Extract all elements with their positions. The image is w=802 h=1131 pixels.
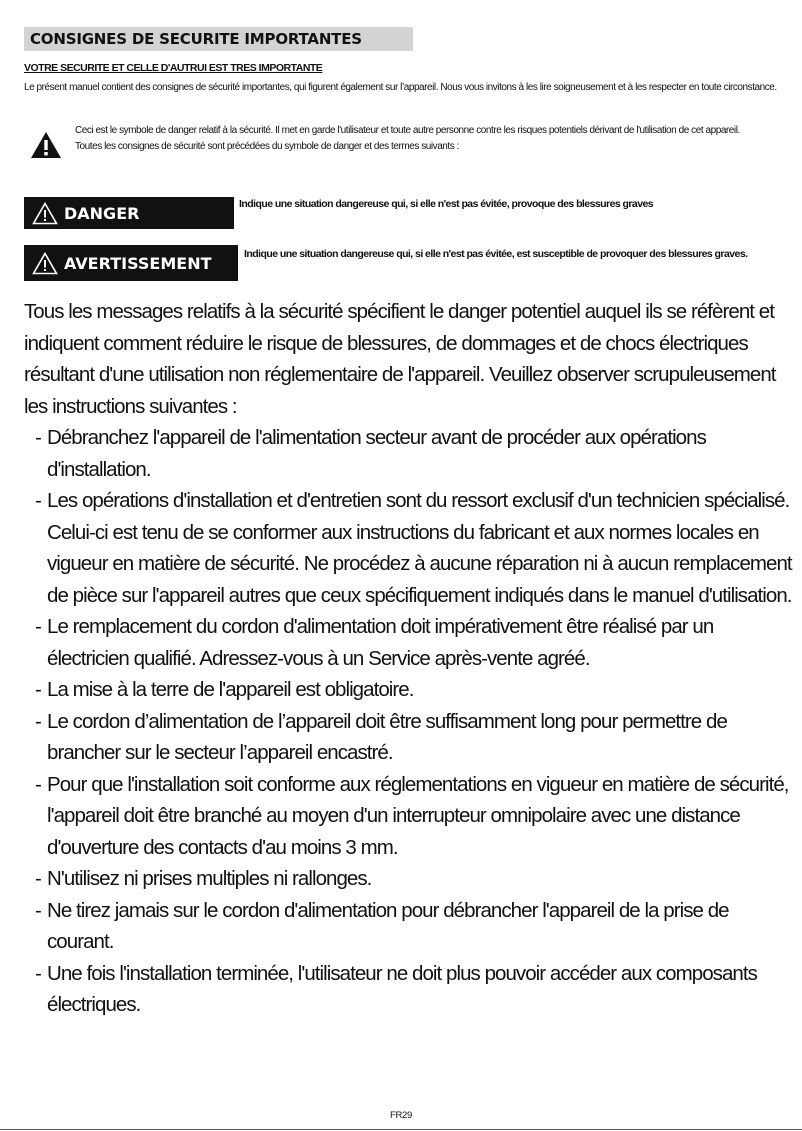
danger-description: Indique une situation dangereuse qui, si elle n'est pas évitée, provoque des blessures graves (239, 198, 654, 210)
list-item: - Une fois l'installation terminée, l'utilisateur ne doit plus pouvoir accéder aux composants électriques. (35, 961, 757, 1016)
list-item: - La mise à la terre de l'appareil est obligatoire. (35, 678, 414, 701)
list-item: - Ne tirez jamais sur le cordon d'alimentation pour débrancher l'appareil de la prise de courant. (35, 898, 729, 953)
symbol-note-line2: Toutes les consignes de sécurité sont précédées du symbole de danger et des termes suivants : (75, 141, 459, 152)
warning-triangle-icon (30, 131, 62, 159)
list-item-text: Une fois l'installation terminée, l'utilisateur ne doit plus pouvoir accéder aux composants électriques. (47, 961, 757, 1016)
section-title: CONSIGNES DE SECURITE IMPORTANTES (30, 30, 362, 48)
list-item-text: Débranchez l'appareil de l'alimentation secteur avant de procéder aux opérations d'installation. (47, 426, 706, 481)
section-subtitle: VOTRE SECURITE ET CELLE D'AUTRUI EST TRES IMPORTANTE (24, 62, 323, 74)
main-paragraph: Tous les messages relatifs à la sécurité spécifient le danger potentiel auquel ils se réfèrent et indiquent comment réduire le risque de blessures, de dommages et de chocs électriques résultant d'une utilisation non réglementaire de l'appareil. Veuillez observer scrupuleusement les instructions suivantes : (24, 300, 776, 418)
danger-symbol-explanation (75, 123, 790, 155)
warning-description: Indique une situation dangereuse qui, si elle n'est pas évitée, est susceptible de provoquer des blessures graves. (244, 248, 748, 260)
list-item: - N'utilisez ni prises multiples ni rallonges. (35, 867, 372, 890)
list-item: - Les opérations d'installation et d'entretien sont du ressort exclusif d'un technicien spécialisé. Celui-ci est tenu de se conformer aux instructions du fabricant et aux normes locales en vigueur en matière de sécurité. Ne procédez à aucune réparation ni à aucun remplacement de pièce sur l'appareil autres que ceux spécifiquement indiqués dans le manuel d'utilisation. (35, 489, 792, 607)
list-item-text: N'utilisez ni prises multiples ni rallonges. (47, 867, 372, 890)
danger-label: DANGER (64, 203, 140, 223)
warning-label-box (24, 245, 238, 281)
list-item-text: Le remplacement du cordon d'alimentation doit impérativement être réalisé par un électricien qualifié. Adressez-vous à un Service après-vente agréé. (47, 615, 714, 670)
symbol-note-line1: Ceci est le symbole de danger relatif à la sécurité. Il met en garde l'utilisateur et toute autre personne contre les risques potentiels dérivant de l'utilisation de cet appareil. (75, 125, 740, 136)
list-item: - Pour que l'installation soit conforme aux réglementations en vigueur en matière de sécurité, l'appareil doit être branché au moyen d'un interrupteur omnipolaire avec une distance d'ouverture des contacts d'au moins 3 mm. (35, 772, 789, 859)
list-item: - Le remplacement du cordon d'alimentation doit impérativement être réalisé par un électricien qualifié. Adressez-vous à un Service après-vente agréé. (35, 615, 714, 670)
danger-label-box (24, 197, 234, 229)
list-item-text: Ne tirez jamais sur le cordon d'alimentation pour débrancher l'appareil de la prise de courant. (47, 898, 729, 953)
footer-divider (0, 1129, 802, 1130)
warning-triangle-icon (32, 252, 58, 275)
instruction-list (24, 422, 794, 1021)
list-item-text: Les opérations d'installation et d'entretien sont du ressort exclusif d'un technicien spécialisé. Celui-ci est tenu de se conformer aux instructions du fabricant et aux normes locales en vigueur en matière de sécurité. Ne procédez à aucune réparation ni à aucun remplacement de pièce sur l'appareil autres que ceux spécifiquement indiqués dans le manuel d'utilisation. (47, 489, 792, 607)
list-item: - Débranchez l'appareil de l'alimentation secteur avant de procéder aux opérations d'installation. (35, 426, 706, 481)
list-item-text: Pour que l'installation soit conforme aux réglementations en vigueur en matière de sécurité, l'appareil doit être branché au moyen d'un interrupteur omnipolaire avec une distance d'ouverture des contacts d'au moins 3 mm. (47, 772, 789, 859)
list-item-text: Le cordon d’alimentation de l’appareil doit être suffisamment long pour permettre de brancher sur le secteur l’appareil encastré. (47, 709, 727, 764)
warning-triangle-icon (32, 202, 58, 225)
section-title-banner (24, 27, 413, 51)
list-item: - Le cordon d’alimentation de l’appareil doit être suffisamment long pour permettre de brancher sur le secteur l’appareil encastré. (35, 709, 727, 764)
safety-instructions (24, 296, 794, 1021)
page-number: FR29 (389, 1110, 413, 1121)
intro-text: Le présent manuel contient des consignes de sécurité importantes, qui figurent également sur l’appareil. Nous vous invitons à les lire soigneusement et à les respecter en toute circonstance. (24, 82, 777, 93)
list-item-text: La mise à la terre de l'appareil est obligatoire. (47, 678, 414, 701)
warning-label: AVERTISSEMENT (64, 253, 212, 273)
